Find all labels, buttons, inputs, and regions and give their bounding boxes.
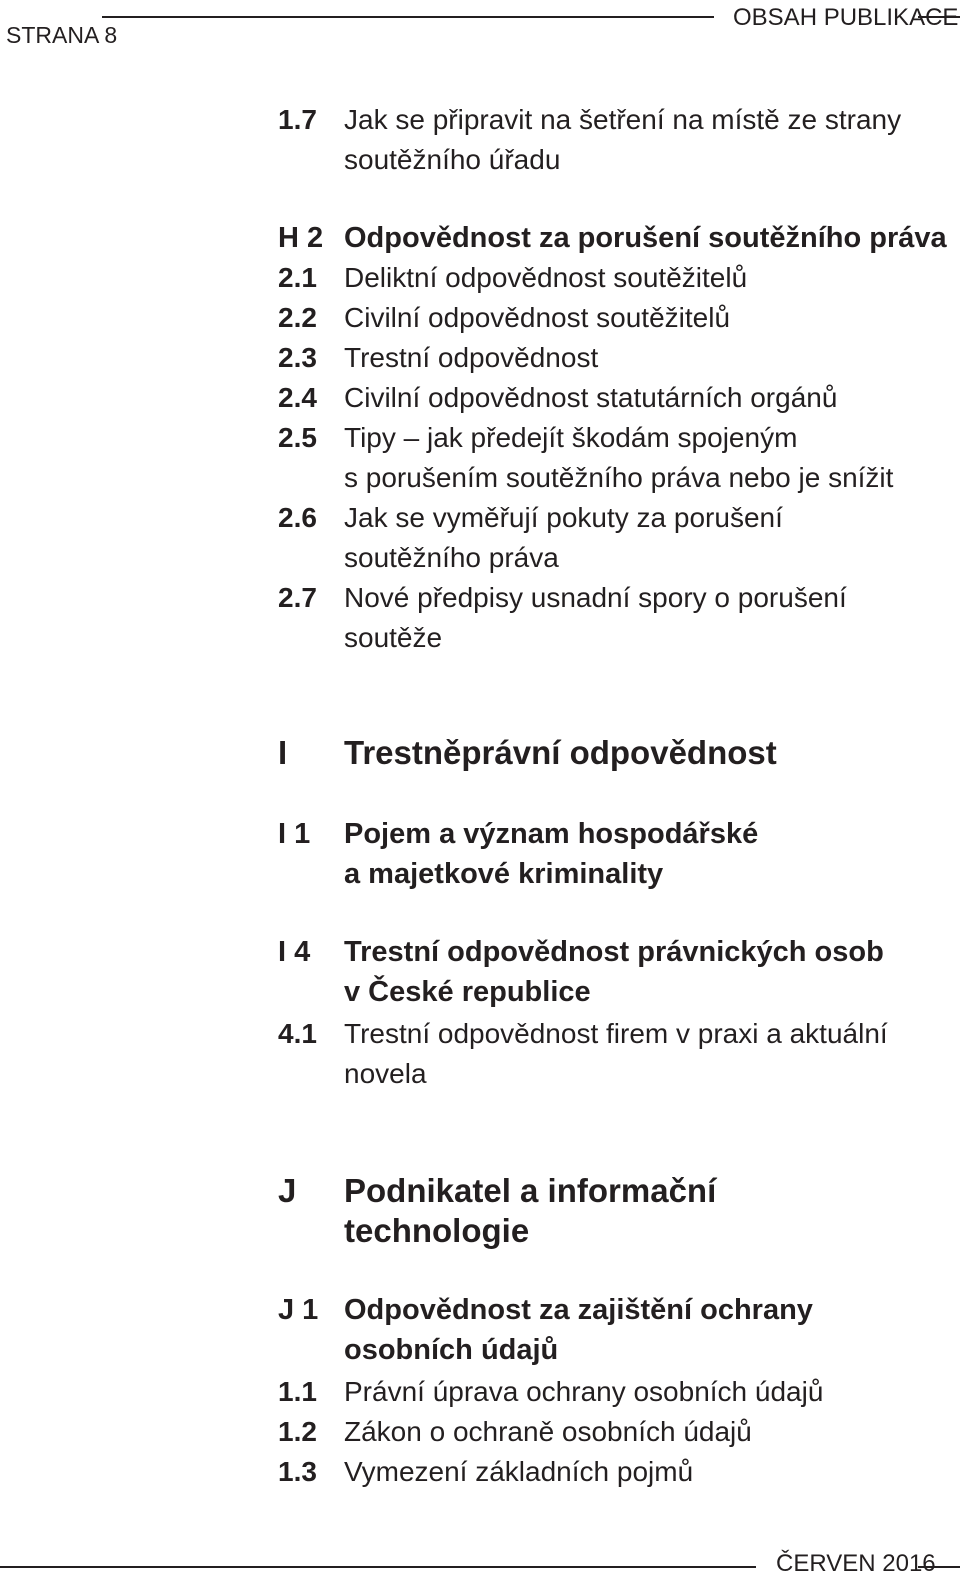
toc-chapter-title-line2: technologie xyxy=(344,1212,530,1249)
toc-entry-title: Civilní odpovědnost statutárních orgánů xyxy=(344,382,838,413)
toc-entry-number: 4.1 xyxy=(278,1018,317,1049)
toc-section-title: Trestní odpovědnost právnických osob xyxy=(344,936,884,968)
toc-chapter-title: Trestněprávní odpovědnost xyxy=(344,734,777,771)
toc-entry-title: Deliktní odpovědnost soutěžitelů xyxy=(344,262,748,293)
toc-entry-title-line2: s porušením soutěžního práva nebo je snížit xyxy=(344,462,894,493)
toc-entry-title-line2: soutěže xyxy=(344,622,443,653)
toc-entry-title: Civilní odpovědnost soutěžitelů xyxy=(344,302,731,333)
toc-entry-title: Právní úprava ochrany osobních údajů xyxy=(344,1376,824,1407)
toc-entry-number: 2.7 xyxy=(278,582,317,613)
header-rule xyxy=(102,16,714,18)
toc-entry-title: Vymezení základních pojmů xyxy=(344,1456,694,1487)
toc-entry-number: 2.1 xyxy=(278,262,317,293)
page-number-label: STRANA 8 xyxy=(6,22,118,48)
toc-section-title: Odpovědnost za porušení soutěžního práva xyxy=(344,222,947,254)
toc-entry-title: Zákon o ochraně osobních údajů xyxy=(344,1416,752,1447)
toc-entry-title: Tipy – jak předejít škodám spojeným xyxy=(344,422,798,453)
toc-chapter-letter: J xyxy=(278,1172,297,1209)
toc-entry-number: 1.1 xyxy=(278,1376,317,1407)
toc-entry-number: 2.3 xyxy=(278,342,317,373)
toc-entry-title: Jak se vyměřují pokuty za porušení xyxy=(344,502,783,533)
toc-entry-number: 2.5 xyxy=(278,422,317,453)
toc-entry-title: Trestní odpovědnost xyxy=(344,342,599,373)
toc-chapter-title: Podnikatel a informační xyxy=(344,1172,717,1209)
toc-entry-title: Jak se připravit na šetření na místě ze strany xyxy=(344,104,902,135)
toc-section-title: Odpovědnost za zajištění ochrany xyxy=(344,1294,813,1326)
toc-section-title-line2: osobních údajů xyxy=(344,1334,559,1366)
toc-section-title-line2: a majetkové kriminality xyxy=(344,858,664,890)
publication-section-title: OBSAH PUBLIKACE xyxy=(733,4,959,31)
toc-entry-title-line2: soutěžního práva xyxy=(344,542,559,573)
toc-entry-number: 2.4 xyxy=(278,382,317,413)
publication-date: ČERVEN 2016 xyxy=(776,1550,936,1577)
toc-entry-title: Nové předpisy usnadní spory o porušení xyxy=(344,582,847,613)
toc-entry-title-line2: soutěžního úřadu xyxy=(344,144,561,175)
footer-rule xyxy=(0,1566,756,1568)
toc-section-number: J 1 xyxy=(278,1294,319,1326)
toc-section-number: I 4 xyxy=(278,936,311,968)
toc-section-title-line2: v České republice xyxy=(344,976,591,1008)
toc-entry-number: 1.7 xyxy=(278,104,317,135)
toc-entry-number: 1.2 xyxy=(278,1416,317,1447)
toc-section-title: Pojem a význam hospodářské xyxy=(344,818,759,850)
toc-entry-title: Trestní odpovědnost firem v praxi a aktuální xyxy=(344,1018,888,1049)
toc-section-number: I 1 xyxy=(278,818,311,850)
toc-section-number: H 2 xyxy=(278,222,324,254)
toc-entry-number: 2.2 xyxy=(278,302,317,333)
toc-entry-number: 1.3 xyxy=(278,1456,317,1487)
toc-entry-number: 2.6 xyxy=(278,502,317,533)
toc-chapter-letter: I xyxy=(278,734,288,771)
toc-entry-title-line2: novela xyxy=(344,1058,427,1089)
